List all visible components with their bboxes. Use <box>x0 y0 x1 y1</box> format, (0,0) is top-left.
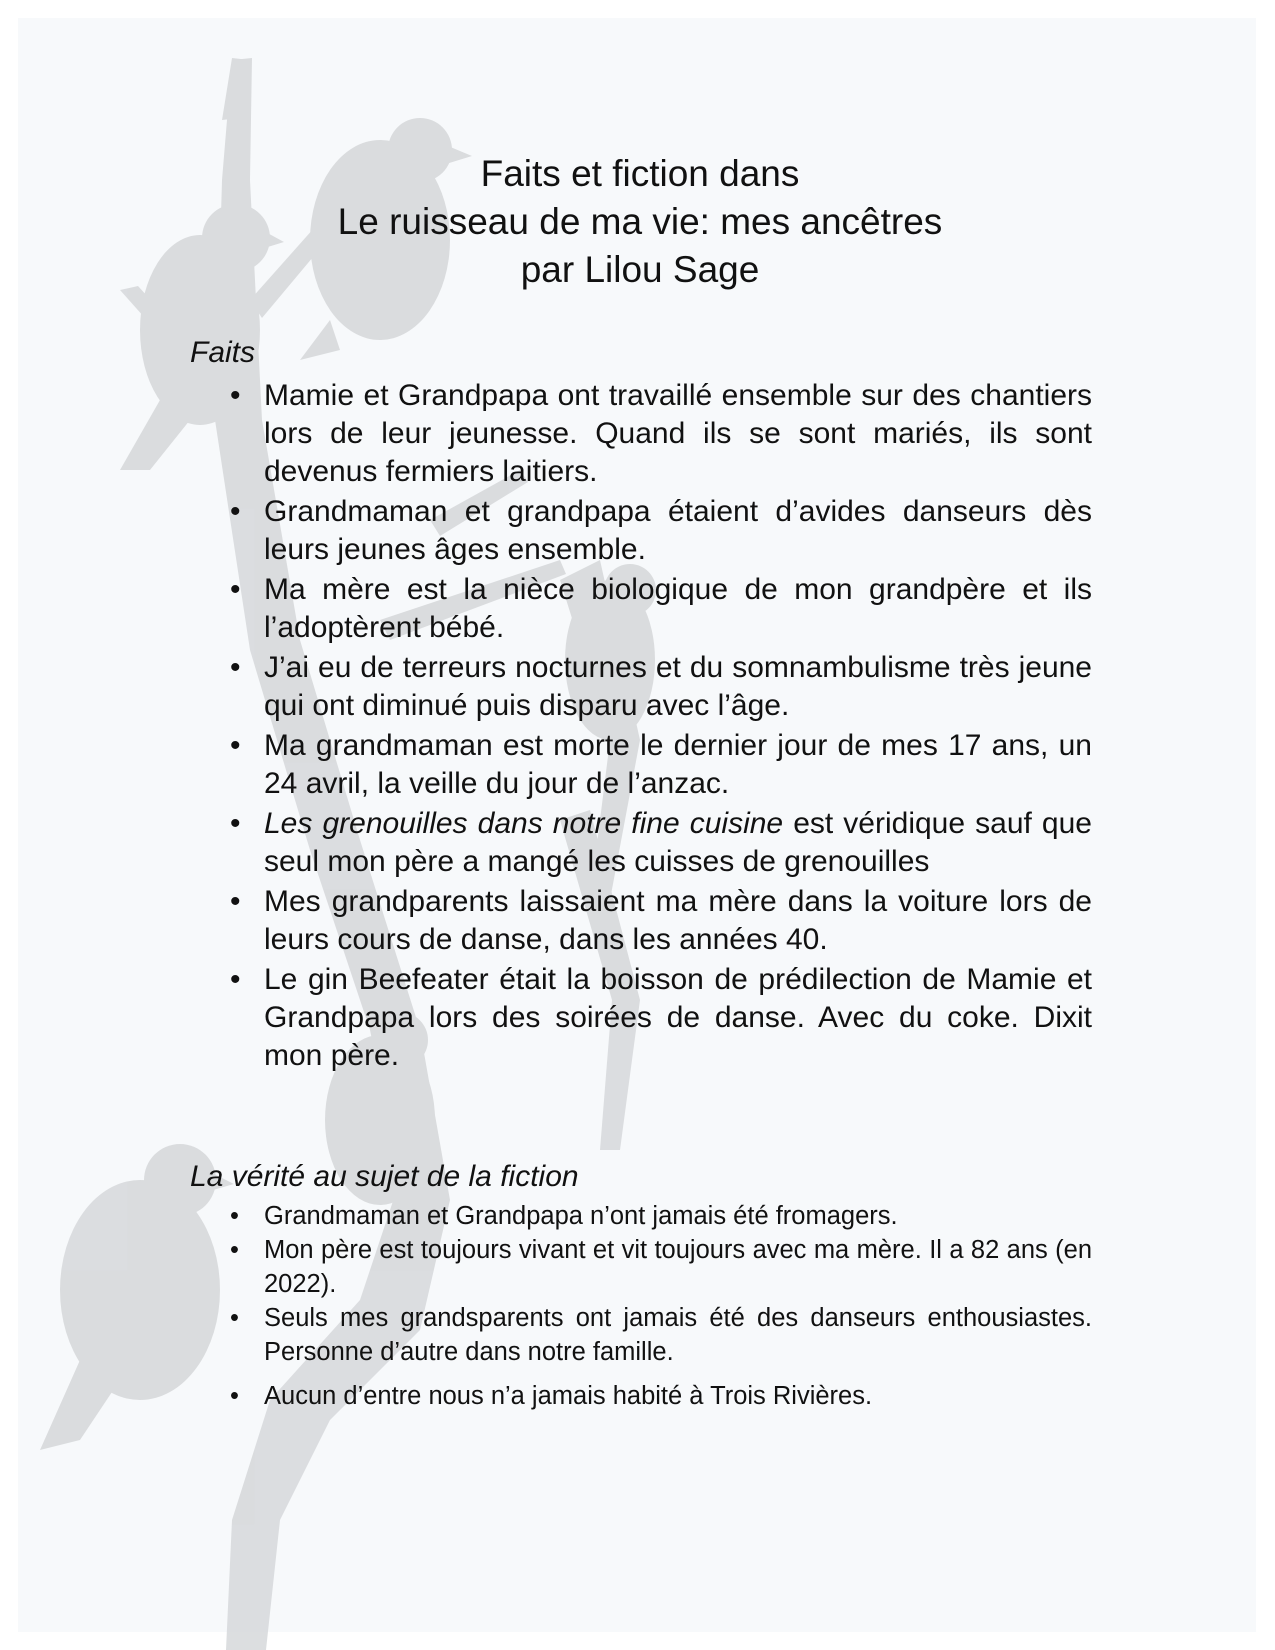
list-item <box>226 1233 1092 1301</box>
story-title-italic: Les grenouilles dans notre fine cuisine <box>264 807 784 840</box>
list-item-text: Seuls mes grandsparents ont jamais été des danseurs enthousiastes. Personne d’autre dans notre famille. <box>264 1304 1092 1366</box>
bullet-icon: • <box>230 1304 239 1332</box>
list-item-text: Mes grandparents laissaient ma mère dans la voiture lors de leurs cours de danse, dans les années 40. <box>264 885 1092 956</box>
document-title <box>240 150 1040 294</box>
list-item <box>226 571 1092 647</box>
bullet-icon: • <box>230 651 241 684</box>
list-item-text: est véridique sauf que seul mon père a mangé les cuisses de grenouilles <box>264 807 1092 878</box>
list-item-text: Grandmaman et Grandpapa n’ont jamais été fromagers. <box>264 1202 898 1230</box>
list-item <box>226 493 1092 569</box>
bullet-icon: • <box>230 963 241 996</box>
list-item <box>226 961 1092 1075</box>
fiction-list <box>226 1199 1092 1413</box>
list-item <box>226 1199 1092 1233</box>
list-item-text: J’ai eu de terreurs nocturnes et du somnambulisme très jeune qui ont diminué puis disparu avec l’âge. <box>264 651 1092 722</box>
title-line-2: Le ruisseau de ma vie: mes ancêtres <box>337 201 943 242</box>
list-item-text: Ma grandmaman est morte le dernier jour de mes 17 ans, un 24 avril, la veille du jour de l’anzac. <box>264 729 1092 800</box>
bullet-icon: • <box>230 885 241 918</box>
list-item <box>226 727 1092 803</box>
bullet-icon: • <box>230 1202 239 1230</box>
facts-list <box>226 377 1092 1077</box>
bullet-icon: • <box>230 807 241 840</box>
list-item-text: Le gin Beefeater était la boisson de prédilection de Mamie et Grandpapa lors des soirées de danse. Avec du coke. Dixit mon père. <box>264 963 1092 1072</box>
bullet-icon: • <box>230 1236 239 1264</box>
list-item-text: Aucun d’entre nous n’a jamais habité à Trois Rivières. <box>264 1382 873 1410</box>
list-item-text: Ma mère est la nièce biologique de mon grandpère et ils l’adoptèrent bébé. <box>264 573 1092 644</box>
list-item <box>226 883 1092 959</box>
title-line-1: Faits et fiction dans <box>480 153 800 194</box>
list-item <box>226 1301 1092 1369</box>
list-item <box>226 1379 1092 1413</box>
list-item <box>226 805 1092 881</box>
list-item <box>226 649 1092 725</box>
list-item-text: Mamie et Grandpapa ont travaillé ensemble sur des chantiers lors de leur jeunesse. Quand ils se sont mariés, ils sont devenus fermiers laitiers. <box>264 379 1092 488</box>
bullet-icon: • <box>230 1382 239 1410</box>
facts-heading: Faits <box>190 336 256 369</box>
bullet-icon: • <box>230 729 241 762</box>
bullet-icon: • <box>230 495 241 528</box>
bullet-icon: • <box>230 379 241 412</box>
fiction-heading: La vérité au sujet de la fiction <box>190 1160 579 1193</box>
list-item-text: Mon père est toujours vivant et vit toujours avec ma mère. Il a 82 ans (en 2022). <box>264 1236 1092 1298</box>
list-item <box>226 377 1092 491</box>
title-line-3: par Lilou Sage <box>520 249 760 290</box>
bullet-icon: • <box>230 573 241 606</box>
list-item-text: Grandmaman et grandpapa étaient d’avides danseurs dès leurs jeunes âges ensemble. <box>264 495 1092 566</box>
